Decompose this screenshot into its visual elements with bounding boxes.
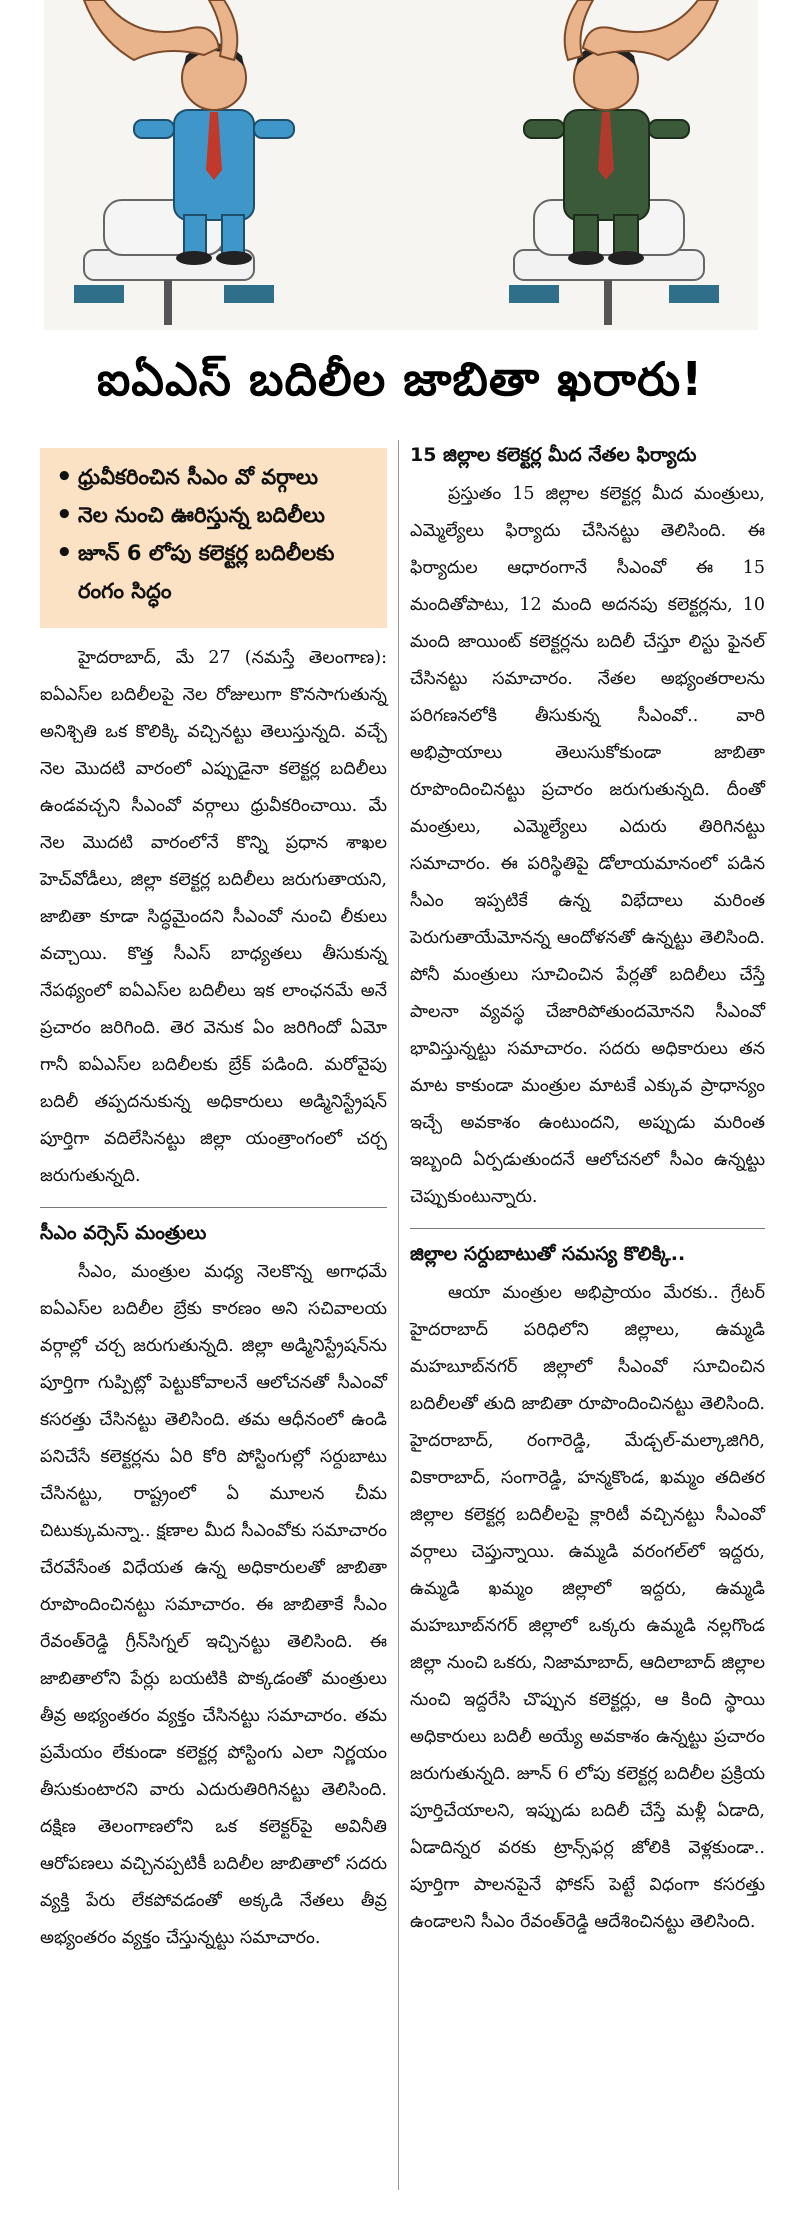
highlight-item: • నెల నుంచి ఊరిస్తున్న బదిలీలు (52, 496, 375, 534)
puppet-officials-illustration (44, 0, 758, 330)
column-divider (398, 440, 399, 2190)
article-paragraph: హైదరాబాద్, మే 27 (నమస్తే తెలంగాణ): ఐఏఎస్‌ల బదిలీలపై నెల రోజులుగా కొనసాగుతున్న అనిశ్చితి ఒక కొలిక్కి వచ్చినట్టు తెలుస్తున్నది. వచ్చే నెల మొదటి వారంలో ఎప్పుడైనా కలెక్టర్ల బదిలీలు ఉండవచ్చని సీఎంవో వర్గాలు ధ్రువీకరించాయి. మే నెల మొదటి వారంలోనే కొన్ని ప్రధాన శాఖల హెచ్‌వోడీలు, జిల్లా కలెక్టర్ల బదిలీలు జరుగుతాయని, జాబితా కూడా సిద్ధమైందని సీఎంవో నుంచి లీకులు వచ్చాయి. కొత్త సీఎస్ బాధ్యతలు తీసుకున్న నేపథ్యంలో ఐఏఎస్‌ల బదిలీలు ఇక లాంఛనమే అనే ప్రచారం జరిగింది. తెర వెనుక ఏం జరిగిందో ఏమో గానీ ఐఏఎస్‌ల బదిలీలకు బ్రేక్ పడింది. మరోవైపు బదిలీ తప్పదనుకున్న అధికారులు అడ్మినిస్ట్రేషన్ పూర్తిగా వదిలేసినట్టు జిల్లా యంత్రాంగంలో చర్చ జరుగుతున్నది. (40, 648, 387, 1186)
highlights-box (40, 448, 387, 628)
article-paragraph: సీఎం, మంత్రుల మధ్య నెలకొన్న అగాధమే ఐఏఎస్‌ల బదిలీల బ్రేకు కారణం అని సచివాలయ వర్గాల్లో చర్చ జరుగుతున్నది. జిల్లా అడ్మినిస్ట్రేషన్‌ను పూర్తిగా గుప్పిట్లో పెట్టుకోవాలనే ఆలోచనతో సీఎంవో కసరత్తు చేసినట్టు తెలిసింది. తమ ఆధీనంలో ఉండి పనిచేసే కలెక్టర్లను ఏరి కోరి పోస్టింగుల్లో సర్దుబాటు చేసినట్టు, రాష్ట్రంలో ఏ మూలన చీమ చిటుక్కుమన్నా.. క్షణాల మీద సీఎంవోకు సమాచారం చేరవేసేంత విధేయత ఉన్న అధికారులతో జాబితా రూపొందించినట్టు సమాచారం. ఈ జాబితాకే సీఎం రేవంత్‌రెడ్డి గ్రీన్‌సిగ్నల్ ఇచ్చినట్టు తెలిసింది. ఈ జాబితాలోని పేర్లు బయటికి పొక్కడంతో మంత్రులు తీవ్ర అభ్యంతరం వ్యక్తం చేసినట్టు సమాచారం. తమ ప్రమేయం లేకుండా కలెక్టర్ల పోస్టింగు ఎలా నిర్ణయం తీసుకుంటారని వారు ఎదురుతిరిగినట్టు తెలిసింది. దక్షిణ తెలంగాణలోని ఒక కలెక్టర్‌పై అవినీతి ఆరోపణలు వచ్చినప్పటికీ బదిలీల జాబితాలో సదరు వ్యక్తి పేరు లేకపోవడంతో అక్కడి నేతలు తీవ్ర అభ్యంతరం వ్యక్తం చేస్తున్నట్టు సమాచారం. (40, 1262, 387, 1948)
section-divider (410, 1228, 765, 1229)
highlight-item: • ధ్రువీకరించిన సీఎం వో వర్గాలు (52, 458, 375, 496)
highlight-item: • జూన్ 6 లోపు కలెక్టర్ల బదిలీలకు రంగం సిద్ధం (52, 534, 375, 610)
headline: ఐఏఎస్ బదిలీల జాబితా ఖరారు! (96, 352, 704, 406)
cartoon-illustration (44, 0, 758, 330)
right-column (410, 432, 765, 1941)
section-heading: జిల్లాల సర్దుబాటుతో సమస్య కొలిక్కి.. (410, 1243, 686, 1265)
highlights-list (52, 458, 375, 610)
article-paragraph: ప్రస్తుతం 15 జిల్లాల కలెక్టర్ల మీద మంత్రులు, ఎమ్మెల్యేలు ఫిర్యాదు చేసినట్టు తెలిసింది. ఈ ఫిర్యాదుల ఆధారంగానే సీఎంవో ఈ 15 మందితోపాటు, 12 మంది అదనపు కలెక్టర్లను, 10 మంది జాయింట్ కలెక్టర్లను బదిలీ చేస్తూ లిస్టు ఫైనల్ చేసినట్టు సమాచారం. నేతల అభ్యంతరాలను పరిగణనలోకి తీసుకున్న సీఎంవో.. వారి అభిప్రాయాలు తెలుసుకోకుండా జాబితా రూపొందించినట్టు ప్రచారం జరుగుతున్నది. దీంతో మంత్రులు, ఎమ్మెల్యేలు ఎదురు తిరిగినట్టు సమాచారం. ఈ పరిస్థితిపై డోలాయమానంలో పడిన సీఎం ఇప్పటికే ఉన్న విభేదాలు మరింత పెరుగుతాయేమోనన్న ఆందోళనతో ఉన్నట్టు తెలిసింది. పోనీ మంత్రులు సూచించిన పేర్లతో బదిలీలు చేస్తే పాలనా వ్యవస్థ చేజారిపోతుందమోనని సీఎంవో భావిస్తున్నట్టు సమాచారం. సదరు అధికారులు తన మాట కాకుండా మంత్రుల మాటకే ఎక్కువ ప్రాధాన్యం ఇచ్చే అవకాశం ఉంటుందని, అప్పుడు మరింత ఇబ్బంది ఏర్పడుతుందనే ఆలోచనలో సీఎం ఉన్నట్టు చెప్పుకుంటున్నారు. (410, 484, 765, 1207)
section-heading: 15 జిల్లాల కలెక్టర్ల మీద నేతల ఫిర్యాదు (410, 444, 697, 466)
left-column (40, 640, 387, 1957)
section-heading: సీఎం వర్సెస్ మంత్రులు (40, 1222, 207, 1244)
article-paragraph: ఆయా మంత్రుల అభిప్రాయం మేరకు.. గ్రేటర్ హైదరాబాద్ పరిధిలోని జిల్లాలు, ఉమ్మడి మహబూబ్‌నగర్ జిల్లాలో సీఎంవో సూచించిన బదిలీలతో తుది జాబితా రూపొందించినట్టు తెలిసింది. హైదరాబాద్, రంగారెడ్డి, మేడ్చల్-మల్కాజిగిరి, వికారాబాద్, సంగారెడ్డి, హన్మకొండ, ఖమ్మం తదితర జిల్లాల కలెక్టర్ల బదిలీలపై క్లారిటీ వచ్చినట్టు సీఎంవో వర్గాలు చెప్తున్నాయి. ఉమ్మడి వరంగల్‌లో ఇద్దరు, ఉమ్మడి ఖమ్మం జిల్లాలో ఇద్దరు, ఉమ్మడి మహబూబ్‌నగర్ జిల్లాలో ఒక్కరు ఉమ్మడి నల్లగొండ జిల్లా నుంచి ఒకరు, నిజామాబాద్, ఆదిలాబాద్ జిల్లాల నుంచి ఇద్దరేసి చొప్పున కలెక్టర్లు, ఆ కింది స్థాయి అధికారులు బదిలీ అయ్యే అవకాశం ఉన్నట్టు ప్రచారం జరుగుతున్నది. జూన్ 6 లోపు కలెక్టర్ల బదిలీల ప్రక్రియ పూర్తిచేయాలని, ఇప్పుడు బదిలీ చేస్తే మళ్లీ ఏడాది, ఏడాదిన్నర వరకు ట్రాన్స్‌ఫర్ల జోలికి వెళ్లకుండా.. పూర్తిగా పాలనపైనే ఫోకస్ పెట్టే విధంగా కసరత్తు ఉండాలని సీఎం రేవంత్‌రెడ్డి ఆదేశించినట్టు తెలిసింది. (410, 1283, 765, 1932)
section-divider (40, 1207, 387, 1208)
